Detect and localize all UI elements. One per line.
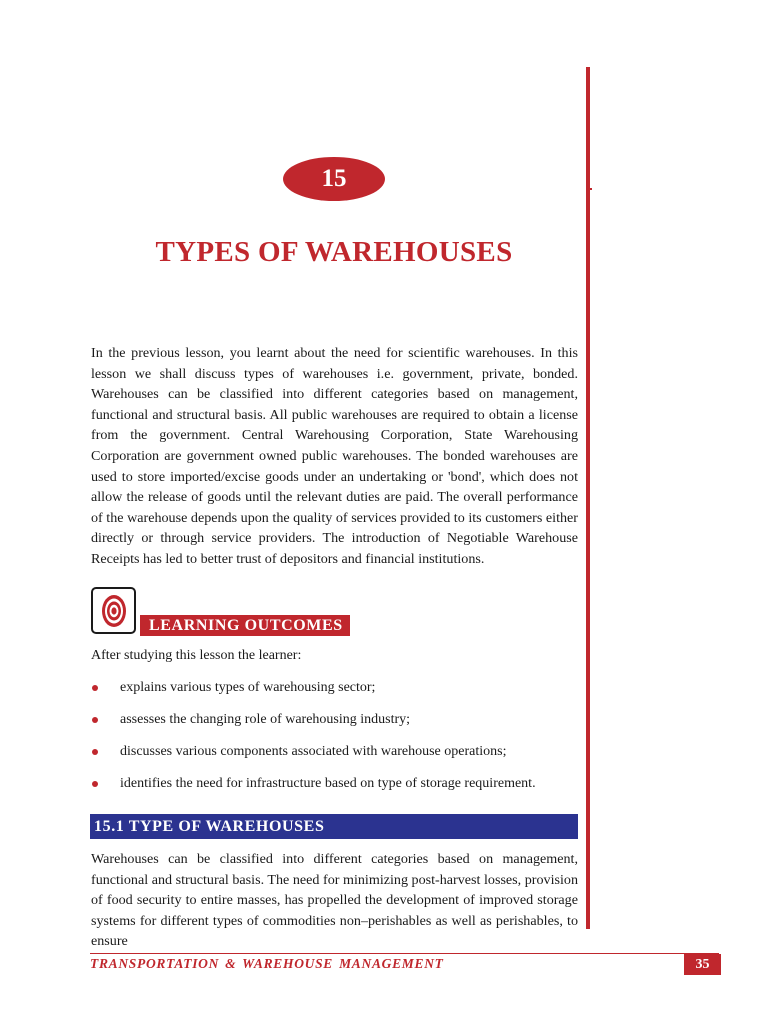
target-icon bbox=[91, 587, 136, 634]
page-number: 35 bbox=[684, 954, 721, 975]
section-paragraph: Warehouses can be classified into different categories based on management, functional and structural basis. The need for minimizing post-harvest losses, provision of food security to entire masses, has propelled the development of improved storage systems for different types of commodities non–perishables as well as perishables, to ensure bbox=[91, 851, 578, 950]
list-item-text: assesses the changing role of warehousing industry; bbox=[120, 712, 411, 727]
section-heading: 15.1 TYPE OF WAREHOUSES bbox=[90, 814, 578, 839]
bullet-icon bbox=[92, 685, 98, 691]
bullet-icon bbox=[92, 781, 98, 787]
chapter-number-badge bbox=[283, 157, 385, 201]
list-item bbox=[91, 744, 578, 776]
margin-rule bbox=[586, 67, 590, 929]
bullet-icon bbox=[92, 749, 98, 755]
footer-rule bbox=[90, 953, 719, 954]
list-item-text: identifies the need for infrastructure based on type of storage requirement. bbox=[120, 776, 536, 791]
list-item-text: discusses various components associated with warehouse operations; bbox=[120, 744, 507, 759]
list-item bbox=[91, 712, 578, 744]
margin-rule-tick bbox=[590, 188, 592, 190]
learning-outcomes-lead: After studying this lesson the learner: bbox=[91, 648, 302, 663]
intro-paragraph: In the previous lesson, you learnt about the need for scientific warehouses. In this lesson we shall discuss types of warehouses i.e. government, private, bonded. Warehouses can be classified into different categories based on management, functional and structural basis. All public warehouses are required to obtain a license from the government. Central Warehousing Corporation, State Warehousing Corporation are government owned public warehouses. The bonded warehouses are used to store imported/excise goods under an undertaking or 'bond', which does not allow the release of goods until the relevant duties are paid. The overall performance of the warehouse depends upon the quality of services provided to its customers either directly or through service providers. The introduction of Negotiable Warehouse Receipts has led to better trust of depositors and financial institutions. bbox=[91, 345, 578, 567]
learning-outcomes-heading: LEARNING OUTCOMES bbox=[140, 615, 350, 636]
chapter-number: 15 bbox=[321, 165, 347, 192]
list-item-text: explains various types of warehousing sector; bbox=[120, 680, 376, 695]
list-item bbox=[91, 776, 578, 808]
chapter-title: TYPES OF WAREHOUSES bbox=[155, 236, 513, 268]
list-item bbox=[91, 680, 578, 712]
learning-outcomes-list bbox=[91, 680, 578, 808]
footer-title: TRANSPORTATION & WAREHOUSE MANAGEMENT bbox=[90, 956, 444, 971]
bullet-icon bbox=[92, 717, 98, 723]
